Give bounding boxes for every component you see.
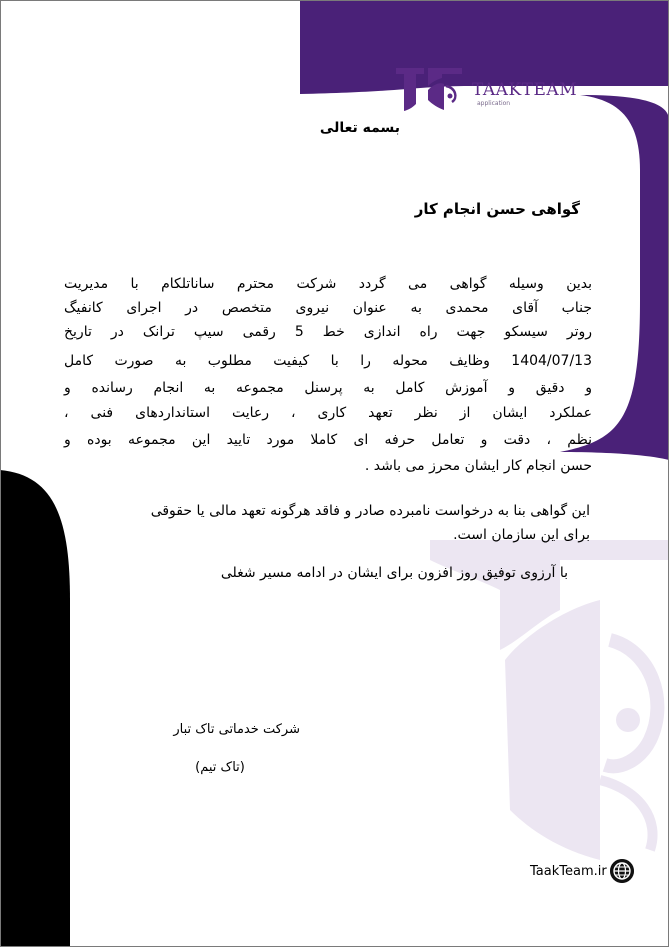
bottom-left-black-curve: [0, 470, 70, 947]
body-line: 1404/07/13 وظایف محوله را با کیفیت مطلوب به صورت کامل: [64, 353, 592, 369]
taakteam-logo-icon: [394, 64, 464, 114]
body-line: جناب آقای محمدی به عنوان نیروی متخصص در اجرای کانفیگ: [64, 300, 592, 316]
body-line: عملکرد ایشان از نظر تعهد کاری ، رعایت استانداردهای فنی ،: [64, 405, 592, 421]
brand-subtitle: application: [477, 100, 511, 107]
company-subname: (تاک تیم): [195, 760, 245, 775]
watermark: [430, 540, 669, 860]
body-line: نظم ، دقت و تعامل حرفه ای کاملا مورد تایید این مجموعه بوده و: [64, 432, 592, 448]
body-line: روتر سیسکو جهت راه اندازی خط 5 رقمی سیپ ترانک در تاریخ: [64, 324, 592, 340]
disclaimer-line-1: این گواهی بنا به درخواست نامبرده صادر و فاقد هرگونه تعهد مالی یا حقوقی: [150, 503, 590, 519]
footer-url[interactable]: TaakTeam.ir: [530, 864, 607, 879]
body-line: و دقیق و آموزش کامل به پرسنل مجموعه به انجام رسانده و: [64, 380, 592, 396]
letter-title: گواهی حسن انجام کار: [414, 200, 580, 218]
disclaimer-line-2: برای این سازمان است.: [453, 527, 590, 543]
body-last-line: حسن انجام کار ایشان محرز می باشد .: [364, 458, 592, 474]
closing-wish: با آرزوی توفیق روز افزون برای ایشان در ادامه مسیر شغلی: [220, 565, 568, 581]
company-name: شرکت خدماتی تاک تبار: [173, 722, 300, 737]
brand-name: TAAKTEAM: [472, 80, 578, 100]
basmala-heading: بسمه تعالی: [319, 120, 400, 136]
body-line: بدین وسیله گواهی می گردد شرکت محترم ساناتلکام با مدیریت: [64, 276, 592, 292]
globe-icon: [610, 859, 634, 883]
